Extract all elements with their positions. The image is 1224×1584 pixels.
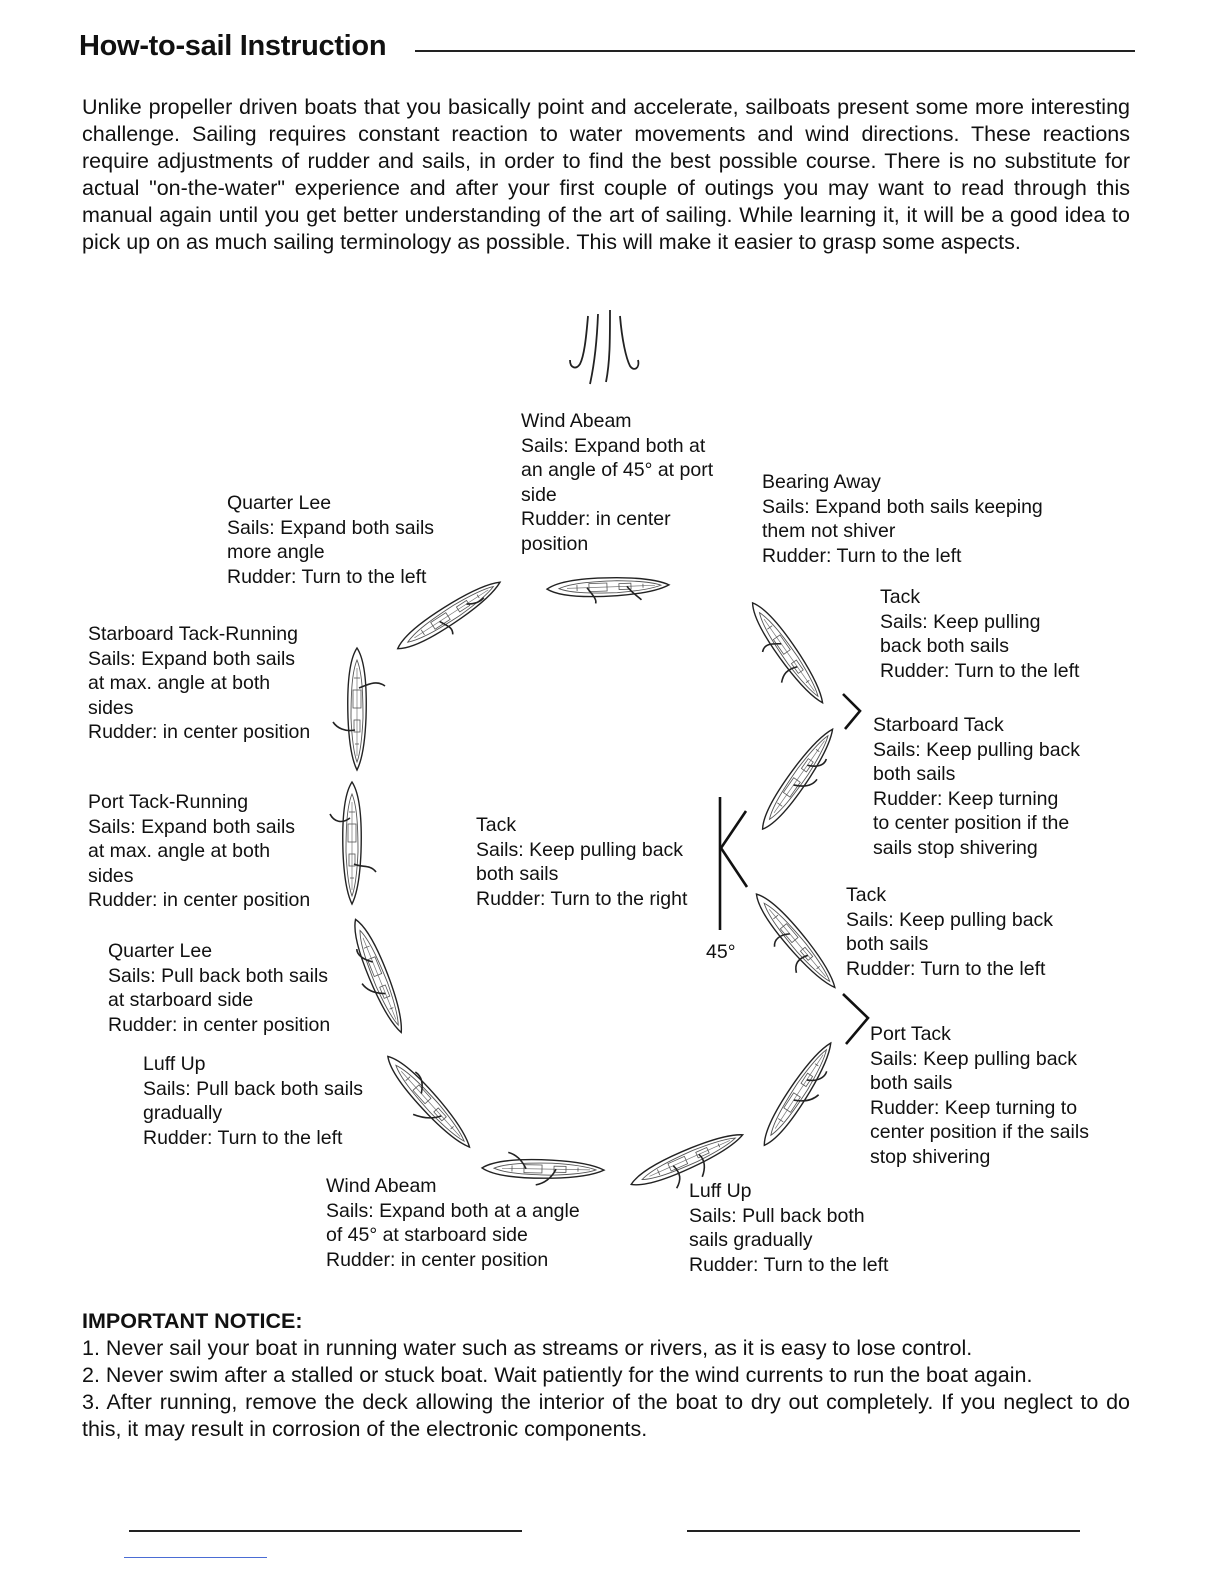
notice-item: 2. Never swim after a stalled or stuck boat. Wait patiently for the wind currents to run the boat again. <box>82 1363 1033 1387</box>
wind-icon <box>570 310 638 384</box>
boat-port-tack <box>757 1038 846 1155</box>
label-port-tack: Port Tack Sails: Keep pulling back both sails Rudder: Keep turning to center position if the sails stop shivering <box>870 1023 1089 1168</box>
important-notice <box>82 1308 1130 1443</box>
label-bearing-away: Bearing Away Sails: Expand both sails keeping them not shiver Rudder: Turn to the left <box>762 471 1043 567</box>
boat-luff-up-left <box>373 1049 477 1160</box>
angle-label: 45° <box>706 941 736 963</box>
notice-item: 1. Never sail your boat in running water such as streams or rivers, as it is easy to lose control. <box>82 1336 973 1360</box>
label-tack-center: Tack Sails: Keep pulling back both sails Rudder: Turn to the right <box>476 814 688 910</box>
label-tack-right: Tack Sails: Keep pulling back both sails Rudder: Turn to the left <box>846 884 1054 980</box>
label-quarter-lee-bottom: Quarter Lee Sails: Pull back both sails at starboard side Rudder: in center position <box>108 940 331 1036</box>
label-quarter-lee-top: Quarter Lee Sails: Expand both sails more angle Rudder: Turn to the left <box>227 492 435 588</box>
label-starboard-tack: Starboard Tack Sails: Keep pulling back both sails Rudder: Keep turning to center position if the sails stop shivering <box>873 714 1081 859</box>
label-port-tack-running: Port Tack-Running Sails: Expand both sails at max. angle at both sides Rudder: in center position <box>88 791 311 912</box>
footer-rule-left <box>129 1530 522 1532</box>
page-title: How-to-sail Instruction <box>79 30 387 62</box>
angle-marker <box>720 797 747 930</box>
label-starboard-tack-running: Starboard Tack-Running Sails: Expand both sails at max. angle at both sides Rudder: in center position <box>88 623 311 744</box>
boat-starboard-tack-running <box>333 648 385 770</box>
label-luff-up-left: Luff Up Sails: Pull back both sails gradually Rudder: Turn to the left <box>143 1053 364 1149</box>
footer-link-underline <box>124 1557 267 1558</box>
boat-port-tack-running <box>330 782 376 904</box>
notice-item: 3. After running, remove the deck allowing the interior of the boat to dry out completely. If you neglect to do this, it may result in corrosion of the electronic components. <box>82 1390 1130 1441</box>
footer-rule-right <box>687 1530 1080 1532</box>
boat-tack-right <box>741 888 842 1000</box>
label-wind-abeam-starboard: Wind Abeam Sails: Expand both at a angle of 45° at starboard side Rudder: in center position <box>326 1175 580 1271</box>
boat-starboard-tack <box>755 724 846 838</box>
label-tack-top-right: Tack Sails: Keep pulling back both sails Rudder: Turn to the left <box>880 586 1080 682</box>
notice-heading: IMPORTANT NOTICE: <box>82 1309 303 1333</box>
boat-wind-abeam-port <box>547 576 670 605</box>
boat-bearing-away <box>735 598 831 716</box>
intro-paragraph: Unlike propeller driven boats that you basically point and accelerate, sailboats present some more interesting challenge. Sailing requires constant reaction to water movements and wind directions. These reactions require adjustments of rudder and sails, in order to find the best possible course. There is no substitute for actual "on-the-water" experience and after your first couple of outings you may want to read through this manual again until you get better understanding of the art of sailing. While learning it, it will be a good idea to pick up on as much sailing terminology as possible. This will make it easier to grasp some aspects. <box>82 95 1130 254</box>
label-wind-abeam-port: Wind Abeam Sails: Expand both at an angle of 45° at port side Rudder: in center position <box>521 410 714 555</box>
boat-quarter-lee-bottom <box>339 916 410 1039</box>
label-luff-up-right: Luff Up Sails: Pull back both sails gradually Rudder: Turn to the left <box>689 1180 889 1276</box>
chevron-right-icon <box>843 694 860 729</box>
chevron-right-icon <box>843 994 868 1044</box>
